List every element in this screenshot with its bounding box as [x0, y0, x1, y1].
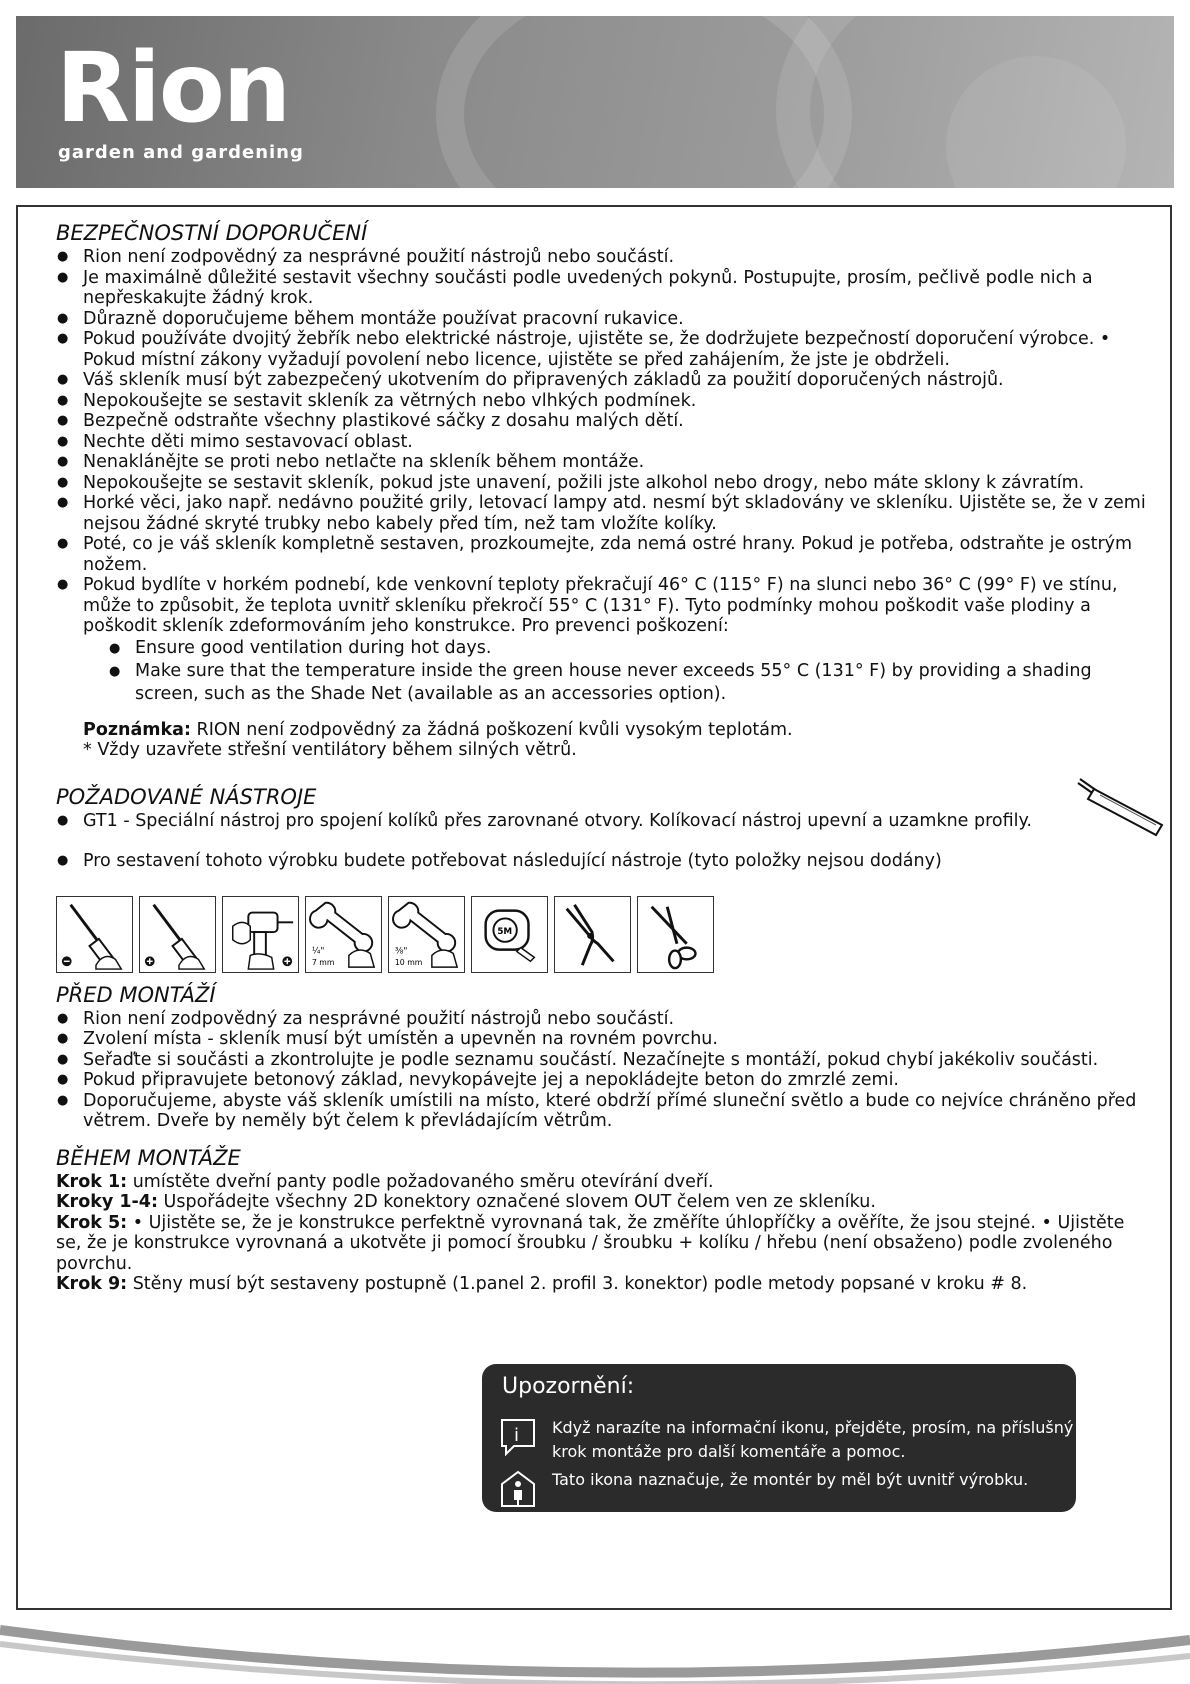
list-item: ● Nepokoušejte se sestavit skleník za větrných nebo vlhkých podmínek. [56, 391, 1146, 412]
step-label: Krok 9: [56, 1274, 128, 1294]
header-banner [16, 16, 1174, 188]
step-item [56, 1274, 1146, 1295]
screwdriver-minus-icon [56, 896, 133, 973]
list-item: ● Pokud používáte dvojitý žebřík nebo elektrické nástroje, ujistěte se, že dodržujete bezpečností doporučení výrobce. • Pokud místní zákony vyžadují povolení nebo licence, ujistěte se před zahájením, že jste je obdrželi. [56, 329, 1146, 370]
list-item: ● Nenaklánějte se proti nebo netlačte na skleník během montáže. [56, 452, 1146, 473]
tape-measure-label: 5M [497, 926, 513, 937]
brand-tagline: garden and gardening [58, 142, 304, 163]
notice-title: Upozornění: [502, 1374, 635, 1399]
notice-box [482, 1364, 1076, 1512]
wrench-7mm-icon [305, 896, 382, 973]
wrench-size-mm: 7 mm [311, 957, 335, 967]
screwdriver-plus-icon [139, 896, 216, 973]
list-item: ● Rion není zodpovědný za nesprávné použití nástrojů nebo součástí. [56, 247, 1146, 268]
gt1-tool-icon [1076, 773, 1166, 843]
list-item: ● Zvolení místa - skleník musí být umístěn a upevněn na rovném povrchu. [56, 1029, 1146, 1050]
tools-list [56, 811, 1146, 872]
note-text: RION není zodpovědný za žádná poškození kvůli vysokým teplotám. [190, 719, 793, 740]
before-heading: PŘED MONTÁŽÍ [56, 982, 216, 1007]
wrench-10mm-icon [388, 896, 465, 973]
sub-list-item: ● Make sure that the temperature inside the green house never exceeds 55° C (131° F) by providing a shading screen, such as the Shade Net (available as an accessories option). [108, 660, 1146, 706]
list-item: ● Nechte děti mimo sestavovací oblast. [56, 432, 1146, 453]
list-item: ● Důrazně doporučujeme během montáže používat pracovní rukavice. [56, 309, 1146, 330]
list-item-tools-intro: ● Pro sestavení tohoto výrobku budete potřebovat následující nástroje (tyto položky nejsou dodány) [56, 851, 1146, 872]
list-item: ● Doporučujeme, abyste váš skleník umístili na místo, které obdrží přímé sluneční světlo a bude co nejvíce chráněno před větrem. Dveře by neměly být čelem k převládajícím větrům. [56, 1091, 1146, 1132]
step-label: Krok 5: [56, 1212, 128, 1233]
notice-info-row [498, 1416, 1076, 1464]
notice-inside-row [498, 1468, 1028, 1508]
list-item: ● Váš skleník musí být zabezpečený ukotvením do připravených základů za použití doporučených nástrojů. [56, 370, 1146, 391]
list-item: ● Seřaďte si součásti a zkontrolujte je podle seznamu součástí. Nezačínejte s montáží, pokud chybí jakékoliv součásti. [56, 1050, 1146, 1071]
list-item: ● Horké věci, jako např. nedávno použité grily, letovací lampy atd. nesmí být skladovány ve skleníku. Ujistěte se, že v zemi nejsou žádné skryté trubky nebo kabely před tím, než tam vložíte kolíky. [56, 493, 1146, 534]
step-item [56, 1192, 1146, 1213]
safety-sublist [56, 637, 1146, 706]
info-icon [498, 1416, 538, 1456]
list-item: ● Bezpečně odstraňte všechny plastikové sáčky z dosahu malých dětí. [56, 411, 1146, 432]
note-label: Poznámka: [83, 719, 191, 740]
safety-heading: BEZPEČNOSTNÍ DOPORUČENÍ [56, 221, 368, 245]
footer-swoosh [0, 1600, 1190, 1684]
person-inside-icon [498, 1468, 538, 1508]
list-item: ● Nepokoušejte se sestavit skleník, pokud jste unavení, požili jste alkohol nebo drogy, nebo máte sklony k závratím. [56, 473, 1146, 494]
wrench-size-mm: 10 mm [394, 957, 423, 967]
safety-list [56, 247, 1146, 637]
list-item: ● Rion není zodpovědný za nesprávné použití nástrojů nebo součástí. [56, 1009, 1146, 1030]
list-item: ● Pokud připravujete betonový základ, nevykopávejte jej a nepokládejte beton do zmrzlé zemi. [56, 1070, 1146, 1091]
sub-list-item: ● Ensure good ventilation during hot days. [108, 637, 1146, 660]
step-item [56, 1172, 1146, 1193]
tool-icons-row [56, 896, 1146, 973]
list-item-gt1: ● GT1 - Speciální nástroj pro spojení kolíků přes zarovnané otvory. Kolíkovací nástroj upevní a uzamkne profily. [56, 811, 1146, 832]
list-item: ● Poté, co je váš skleník kompletně sestaven, prozkoumejte, zda nemá ostré hrany. Pokud je potřeba, odstraňte je ostrým nožem. [56, 534, 1146, 575]
before-list [56, 1009, 1146, 1132]
scissors-icon [637, 896, 714, 973]
step-label: Krok 1: [56, 1171, 128, 1192]
notice-info-text: Když narazíte na informační ikonu, přejděte, prosím, na příslušný krok montáže pro další komentáře a pomoc. [552, 1418, 1074, 1461]
step-text: • Ujistěte se, že je konstrukce perfektně vyrovnaná tak, že změříte úhlopříčky a ověříte, že jsou stejné. • Ujistěte se, že je konstrukce vyrovnaná a ukotvěte ji pomocí šroubku / šroubku + kolíku / hřebu (není obsaženo) podle zvoleného povrchu. [56, 1212, 1125, 1274]
content-body [56, 221, 1146, 1295]
step-label: Kroky 1-4: [56, 1192, 158, 1212]
during-heading: BĚHEM MONTÁŽE [56, 1145, 241, 1170]
wrench-size-inch: ⅜" [394, 945, 408, 956]
steps-list [56, 1172, 1146, 1295]
step-text: umístěte dveřní panty podle požadovaného směru otevírání dveří. [127, 1171, 714, 1192]
note-wind: * Vždy uzavřete střešní ventilátory během silných větrů. [83, 740, 577, 760]
step-text: Uspořádejte všechny 2D konektory označené slovem OUT čelem ven ze skleníku. [157, 1192, 876, 1212]
wrench-size-inch: ¼" [311, 945, 325, 956]
brand-logo: Rion [56, 32, 290, 144]
list-item: ● Pokud bydlíte v horkém podnebí, kde venkovní teploty překračují 46° C (115° F) na slunci nebo 36° C (99° F) ve stínu, může to způsobit, že teplota uvnitř skleníku překročí 55° C (131° F). Tyto podmínky mohou poškodit vaše plodiny a poškodit skleník zdeformováním jeho konstrukce. Pro prevenci poškození: [56, 575, 1146, 637]
step-text: Stěny musí být sestaveny postupně (1.panel 2. profil 3. konektor) podle metody popsané v kroku # 8. [127, 1274, 1028, 1294]
pliers-icon [554, 896, 631, 973]
drill-icon [222, 896, 299, 973]
list-item: ● Je maximálně důležité sestavit všechny součásti podle uvedených pokynů. Postupujte, prosím, pečlivě podle nich a nepřeskakujte žádný krok. [56, 268, 1146, 309]
tape-measure-icon [471, 896, 548, 973]
notice-inside-text: Tato ikona naznačuje, že montér by měl být uvnitř výrobku. [552, 1470, 1029, 1489]
svg-text:i: i [514, 1425, 520, 1446]
tools-heading: POŽADOVANÉ NÁSTROJE [56, 784, 317, 809]
step-item [56, 1213, 1146, 1275]
note [83, 720, 1146, 761]
